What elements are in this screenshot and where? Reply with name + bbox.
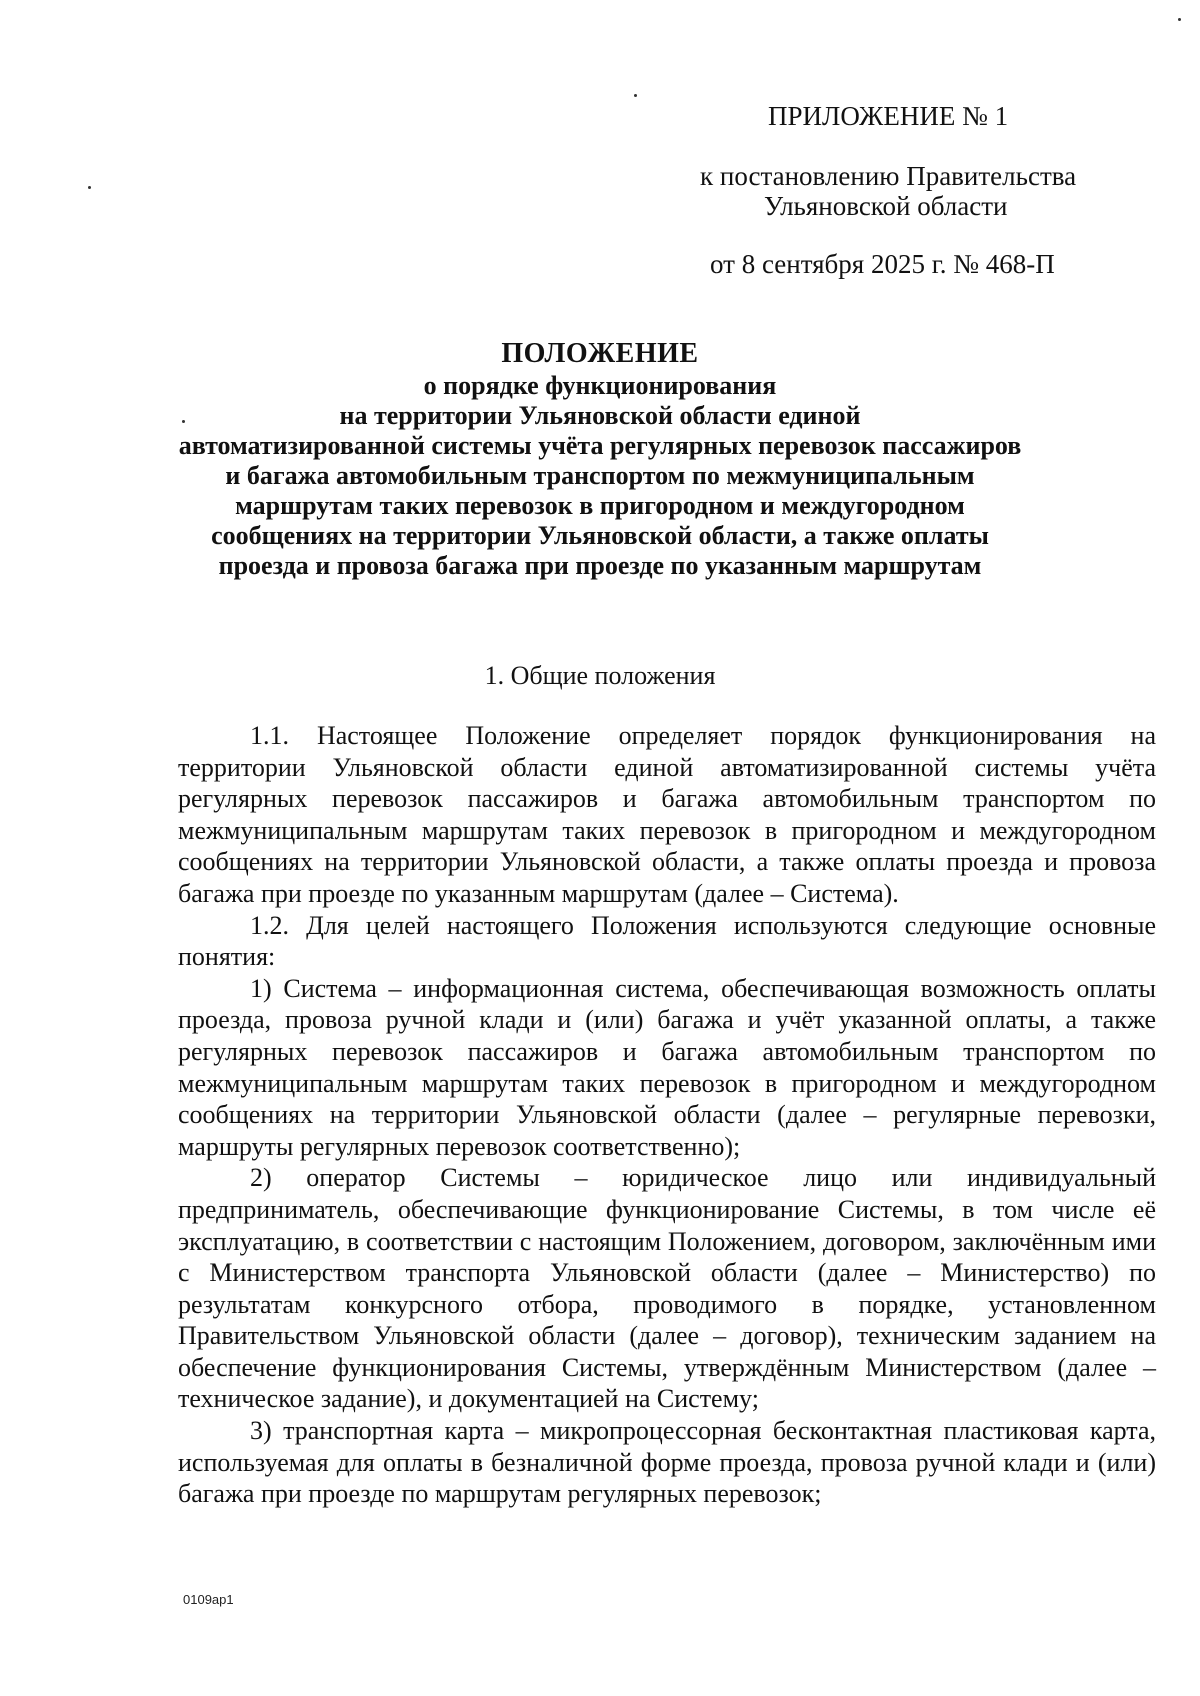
- appendix-date-line: от 8 сентября 2025 г. № 468-П: [710, 249, 1055, 279]
- title-main: ПОЛОЖЕНИЕ: [501, 338, 699, 369]
- title-line: автоматизированной системы учёта регулярных перевозок пассажиров: [178, 431, 1022, 460]
- title-line: проезда и провоза багажа при проезде по указанным маршрутам: [218, 551, 982, 580]
- appendix-reference-line-2: Ульяновской области: [764, 191, 1008, 221]
- footer-document-code: 0109ap1: [183, 1592, 234, 1607]
- scan-speck: [634, 94, 637, 97]
- appendix-reference-line-1: к постановлению Правительства: [700, 161, 1077, 191]
- scan-speck: [1178, 18, 1181, 21]
- definition-3: 3) транспортная карта – микропроцессорная бесконтактная пластиковая карта, используемая для оплаты в безналичной форме проезда, провоза ручной клади и (или) багажа при проезде по маршрутам регулярных перевозок;: [178, 1416, 1156, 1509]
- definition-2: 2) оператор Системы – юридическое лицо или индивидуальный предприниматель, обеспечивающие функционирование Системы, в том числе её эксплуатацию, в соответствии с настоящим Положением, договором, заключённым ими с Министерством транспорта Ульяновской области (далее – Министерство) по результатам конкурсного отбора, проводимого в порядке, установленном Правительством Ульяновской области (далее – договор), техническим заданием на обеспечение функционирования Системы, утверждённым Министерством (далее – техническое задание), и документацией на Систему;: [178, 1163, 1156, 1414]
- title-line: на территории Ульяновской области единой: [339, 401, 861, 430]
- title-line: маршрутам таких перевозок в пригородном и междугородном: [235, 491, 965, 520]
- title-line: о порядке функционирования: [423, 371, 777, 400]
- appendix-number: ПРИЛОЖЕНИЕ № 1: [768, 101, 1009, 131]
- scan-speck: [88, 186, 91, 189]
- section-heading: 1. Общие положения: [484, 661, 716, 690]
- title-line: сообщениях на территории Ульяновской области, а также оплаты: [211, 521, 989, 550]
- scan-speck: [182, 420, 185, 423]
- document-body: [178, 720, 1156, 1510]
- definition-1: 1) Система – информационная система, обеспечивающая возможность оплаты проезда, провоза ручной клади и (или) багажа и учёт указанной оплаты, а также регулярных перевозок пассажиров и багажа автомобильным транспортом по межмуниципальным маршрутам таких перевозок в пригородном и междугородном сообщениях на территории Ульяновской области (далее – регулярные перевозки, маршруты регулярных перевозок соответственно);: [178, 973, 1156, 1161]
- title-line: и багажа автомобильным транспортом по межмуниципальным: [225, 461, 975, 490]
- paragraph-1-1: 1.1. Настоящее Положение определяет порядок функционирования на территории Ульяновской области единой автоматизированной системы учёта регулярных перевозок пассажиров и багажа автомобильным транспортом по межмуниципальным маршрутам таких перевозок в пригородном и междугородном сообщениях на территории Ульяновской области, а также оплаты проезда и провоза багажа при проезде по указанным маршрутам (далее – Система).: [178, 721, 1156, 908]
- paragraph-1-2: 1.2. Для целей настоящего Положения используются следующие основные понятия:: [178, 910, 1156, 972]
